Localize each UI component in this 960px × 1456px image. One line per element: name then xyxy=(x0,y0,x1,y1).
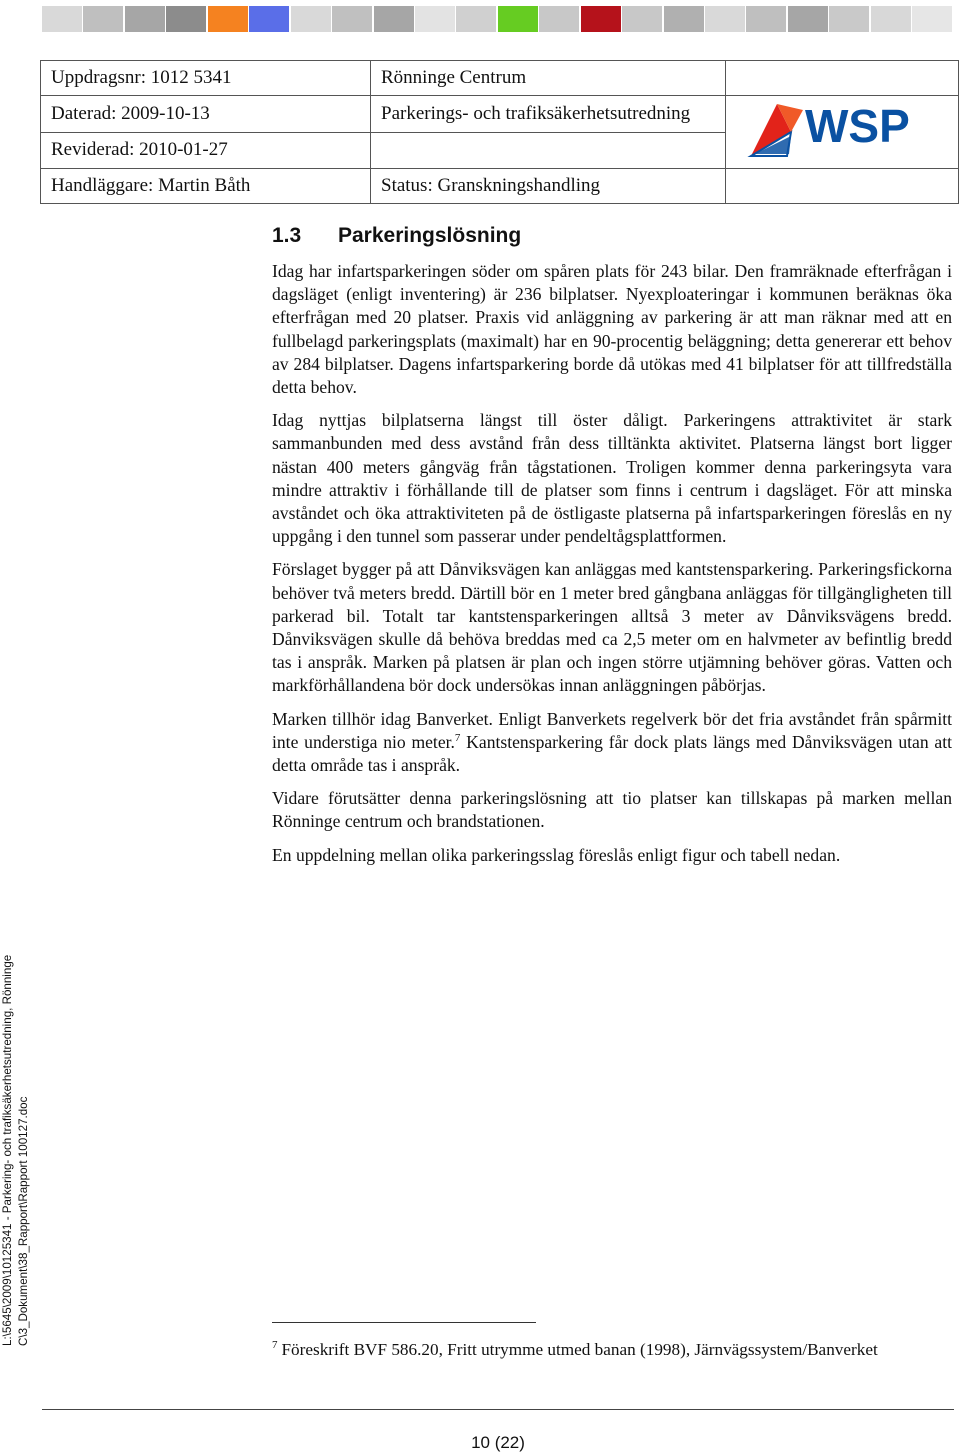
top-bar-square xyxy=(746,6,786,32)
top-bar-square xyxy=(539,6,579,32)
top-color-bar xyxy=(0,0,960,34)
top-bar-square xyxy=(166,6,206,32)
top-bar-square xyxy=(912,6,952,32)
paragraph-4-part-b: Kantstensparkering får dock plats längs med Dånviksvägen utan att detta område tas i anspråk. xyxy=(272,731,952,776)
paragraph-4-part-a: Marken tillhör idag Banverket. Enligt Banverkets regelverk bör det fria avståndet från spårmitt inte understiga nio meter. xyxy=(272,708,952,752)
top-bar-square xyxy=(829,6,869,32)
top-bar-square xyxy=(291,6,331,32)
top-bar-square xyxy=(456,6,496,32)
top-bar-square xyxy=(622,6,662,32)
top-bar-square xyxy=(871,6,911,32)
daterad: Daterad: 2009-10-13 xyxy=(41,96,371,133)
footnote-number: 7 xyxy=(272,1339,278,1351)
footnote-separator xyxy=(272,1322,536,1323)
footnote-text: Föreskrift BVF 586.20, Fritt utrymme utmed banan (1998), Järnvägssystem/Banverket xyxy=(281,1340,878,1359)
top-bar-square xyxy=(42,6,82,32)
page-number: 10 (22) xyxy=(471,1433,525,1452)
reviderad: Reviderad: 2010-01-27 xyxy=(41,132,371,169)
top-bar-square xyxy=(705,6,745,32)
paragraph-6: En uppdelning mellan olika parkeringsslag föreslås enligt figur och tabell nedan. xyxy=(272,844,841,865)
footnote xyxy=(272,1340,878,1360)
header-empty-cell xyxy=(371,132,726,169)
project-subtitle: Parkerings- och trafiksäkerhetsutredning xyxy=(371,96,726,133)
status: Status: Granskningshandling xyxy=(371,169,726,204)
file-path-margin xyxy=(0,954,34,1346)
footer-rule xyxy=(42,1409,954,1410)
top-bar-square xyxy=(125,6,165,32)
top-bar-square xyxy=(415,6,455,32)
paragraph-5: Vidare förutsätter denna parkeringslösning att tio platser kan tillskapas på marken mellan Rönninge centrum och brandstationen. xyxy=(272,788,952,832)
wsp-logo-icon xyxy=(747,96,937,162)
paragraph-2: Idag nyttjas bilplatserna längst till öster dåligt. Parkeringens attraktivitet är stark sammanbunden med dess avstånd från dess tilltänkta aktivitet. Platserna längst bort ligger nästan 400 meters gångväg från tågstationen. Troligen kommer denna parkeringsyta vara mindre attraktiv i förhållande till de platser som finns i centrum i dagsläget. För att minska avståndet och öka attraktiviteten på de östligaste platserna på infartsparkeringen föreslås en ny uppgång i den tunnel som passerar under pendeltågsplattformen. xyxy=(272,410,952,547)
section-title: Parkeringslösning xyxy=(338,224,522,247)
uppdragsnr: Uppdragsnr: 1012 5341 xyxy=(41,61,371,96)
top-bar-square xyxy=(498,6,538,32)
section-heading xyxy=(272,224,521,248)
body-text xyxy=(272,260,952,877)
top-bar-square xyxy=(332,6,372,32)
logo-text: WSP xyxy=(805,100,910,152)
handlaggare: Handläggare: Martin Båth xyxy=(41,169,371,204)
top-bar-square xyxy=(208,6,248,32)
header-blank-cell xyxy=(726,61,959,96)
top-bar-square xyxy=(249,6,289,32)
paragraph-3: Förslaget bygger på att Dånviksvägen kan anläggas med kantstensparkering. Parkeringsfickorna behöver två meters bredd. Därtill bör en 1 meter bred gångbana anläggas för tillgängligheten till parkerad bil. Totalt tar kantstensparkeringen alltså 3 meter av Dånviksvägens bredd. Dånviksvägen skulle då behöva breddas med ca 2,5 meter om en halvmeter av befintlig bredd tas i anspråk. Marken på platsen är plan och ingen större utjämning behöver göras. Vatten och markförhållandena bör dock undersökas innan anläggningen påbörjas. xyxy=(272,559,952,696)
top-bar-square xyxy=(664,6,704,32)
paragraph-1: Idag har infartsparkeringen söder om spåren plats för 243 bilar. Den framräknade efterfrågan i dagsläget (enligt inventering) är 236 bilplatser. Nyexploateringar i kommunen beräknas öka efterfrågan med 20 platser. Praxis vid anläggning av parkering är att man räknar med att en fullbelagd parkeringsplats (maximalt) har en 90-procentig beläggning; detta genererar ett behov av 284 bilplatser. Dagens infartsparkering borde då utökas med 41 bilplatser för att tillfredställa detta behov. xyxy=(272,261,952,398)
file-path-line-2: C\3_Dokument\38_Rapport\Rapport 100127.doc xyxy=(17,1096,30,1346)
section-number: 1.3 xyxy=(272,224,302,247)
top-bar-square xyxy=(581,6,621,32)
top-bar-square xyxy=(83,6,123,32)
project-name: Rönninge Centrum xyxy=(371,61,726,96)
wsp-logo xyxy=(726,96,959,169)
footnote-ref[interactable]: 7 xyxy=(454,731,461,744)
header-blank-cell-2 xyxy=(726,169,959,204)
top-bar-square xyxy=(374,6,414,32)
file-path-line-1: L:\5645\2009\10125341 - Parkering- och trafiksäkerhetsutredning, Rönninge xyxy=(1,954,14,1346)
top-bar-square xyxy=(788,6,828,32)
paragraph-4 xyxy=(272,708,952,778)
document-header xyxy=(40,60,959,204)
